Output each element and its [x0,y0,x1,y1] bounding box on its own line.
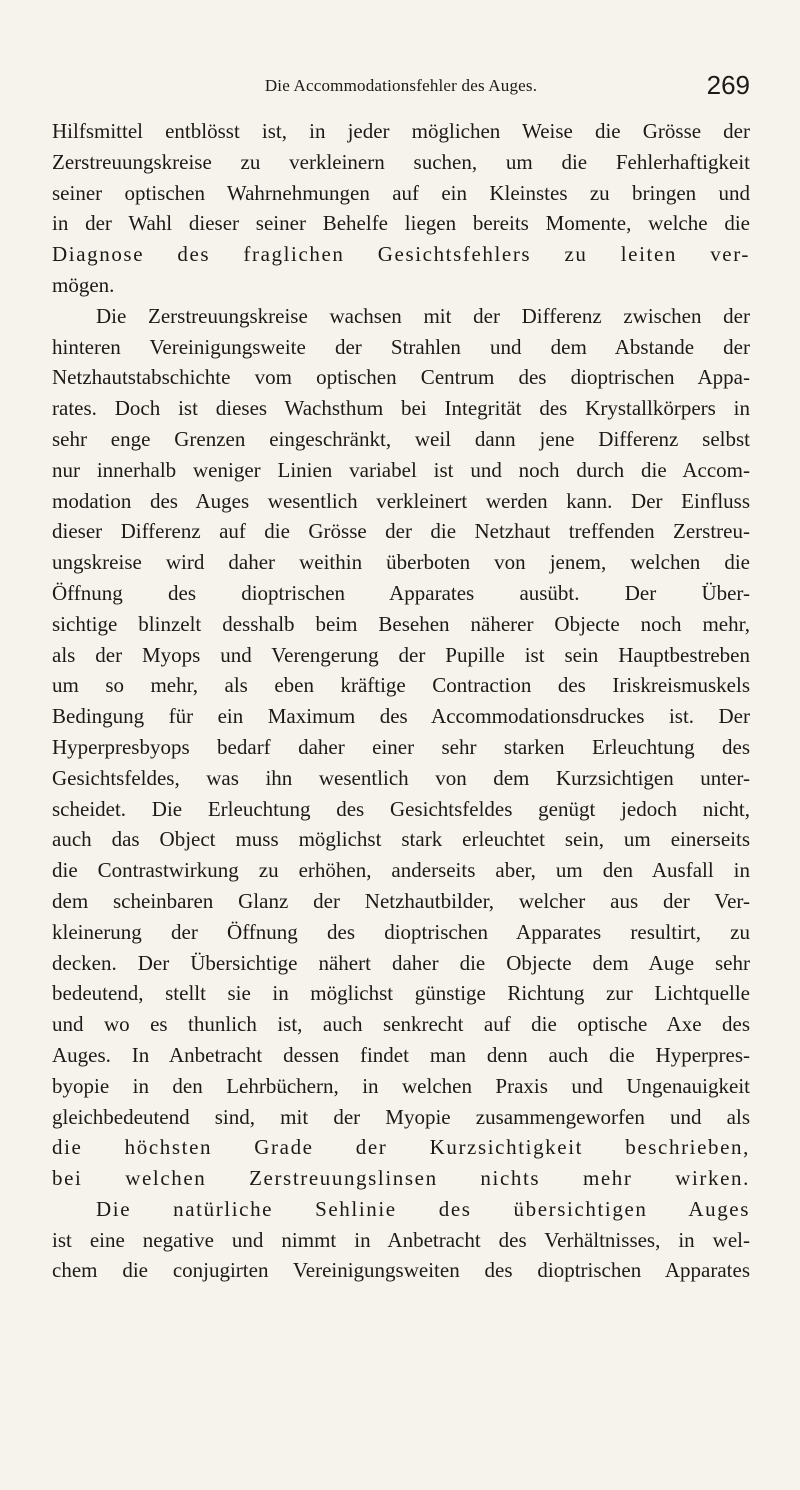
text-line-emphasis: bei welchen Zerstreuungslinsen nichts mehr wirken. [52,1166,750,1191]
text-line: und wo es thunlich ist, auch senkrecht auf die optische Axe des [52,1012,750,1037]
text-line: modation des Auges wesentlich verkleinert werden kann. Der Einfluss [52,488,750,513]
text-line: hinteren Vereinigungsweite der Strahlen und dem Abstande der [52,334,750,359]
text-line: dem scheinbaren Glanz der Netzhautbilder, welcher aus der Ver- [52,888,750,913]
text-line: Hilfsmittel entblösst ist, in jeder möglichen Weise die Grösse der [52,119,750,143]
paragraph-start-emphasis: Die natürliche Sehlinie des übersichtigen Auges [96,1196,750,1221]
text-line: Netzhautstabschichte vom optischen Centrum des dioptrischen Appa- [52,365,750,390]
text-line: Auges. In Anbetracht dessen findet man denn auch die Hyperpres- [52,1042,750,1067]
text-line: mögen. [52,272,115,297]
text-line: dieser Differenz auf die Grösse der die Netzhaut treffenden Zerstreu- [52,519,750,544]
text-line: bedeutend, stellt sie in möglichst günstige Richtung zur Lichtquelle [52,981,750,1006]
text-line: ungskreise wird daher weithin überboten von jenem, welchen die [52,550,750,575]
text-line-emphasis: Diagnose des fraglichen Gesichtsfehlers zu leiten ver- [52,242,750,267]
page-number: 269 [706,70,750,100]
text-line: um so mehr, als eben kräftige Contraction des Iriskreismuskels [52,673,750,698]
text-line: gleichbedeutend sind, mit der Myopie zusammengeworfen und als [52,1104,750,1129]
text-line: ist eine negative und nimmt in Anbetracht des Verhältnisses, in wel- [52,1227,750,1252]
page-header [52,70,750,106]
text-line: die Contrastwirkung zu erhöhen, anderseits aber, um den Ausfall in [52,858,750,883]
text-line: scheidet. Die Erleuchtung des Gesichtsfeldes genügt jedoch nicht, [52,796,750,821]
body-text [52,116,750,1286]
text-line: seiner optischen Wahrnehmungen auf ein Kleinstes zu bringen und [52,180,750,205]
text-line: als der Myops und Verengerung der Pupille ist sein Hauptbestreben [52,642,750,667]
text-line: rates. Doch ist dieses Wachsthum bei Integrität des Krystallkörpers in [52,396,750,421]
running-title: Die Accommodationsfehler des Auges. [264,76,538,95]
text-line: Bedingung für ein Maximum des Accommodationsdruckes ist. Der [52,704,750,729]
text-line-emphasis: Öffnung des dioptrischen Apparates ausübt. Der Über- [52,580,750,605]
text-line: sehr enge Grenzen eingeschränkt, weil dann jene Differenz selbst [52,426,750,451]
text-line: Gesichtsfeldes, was ihn wesentlich von dem Kurzsichtigen unter- [52,765,750,790]
text-line: Hyperpresbyops bedarf daher einer sehr starken Erleuchtung des [52,734,750,759]
text-line: chem die conjugirten Vereinigungsweiten des dioptrischen Apparates [52,1258,750,1283]
text-line: nur innerhalb weniger Linien variabel ist und noch durch die Accom- [52,457,750,482]
paragraph-start: Die Zerstreuungskreise wachsen mit der Differenz zwischen der [96,303,750,328]
text-line: auch das Object muss möglichst stark erleuchtet sein, um einerseits [52,827,750,852]
text-line: byopie in den Lehrbüchern, in welchen Praxis und Ungenauigkeit [52,1073,750,1098]
text-line: decken. Der Übersichtige nähert daher die Objecte dem Auge sehr [52,950,750,975]
text-line: Zerstreuungskreise zu verkleinern suchen, um die Fehlerhaftigkeit [52,149,750,174]
text-line: sichtige blinzelt desshalb beim Besehen näherer Objecte noch mehr, [52,611,750,636]
text-line: kleinerung der Öffnung des dioptrischen Apparates resultirt, zu [52,919,750,944]
text-line: in der Wahl dieser seiner Behelfe liegen bereits Momente, welche die [52,211,750,236]
text-line-emphasis: die höchsten Grade der Kurzsichtigkeit beschrieben, [52,1135,750,1160]
